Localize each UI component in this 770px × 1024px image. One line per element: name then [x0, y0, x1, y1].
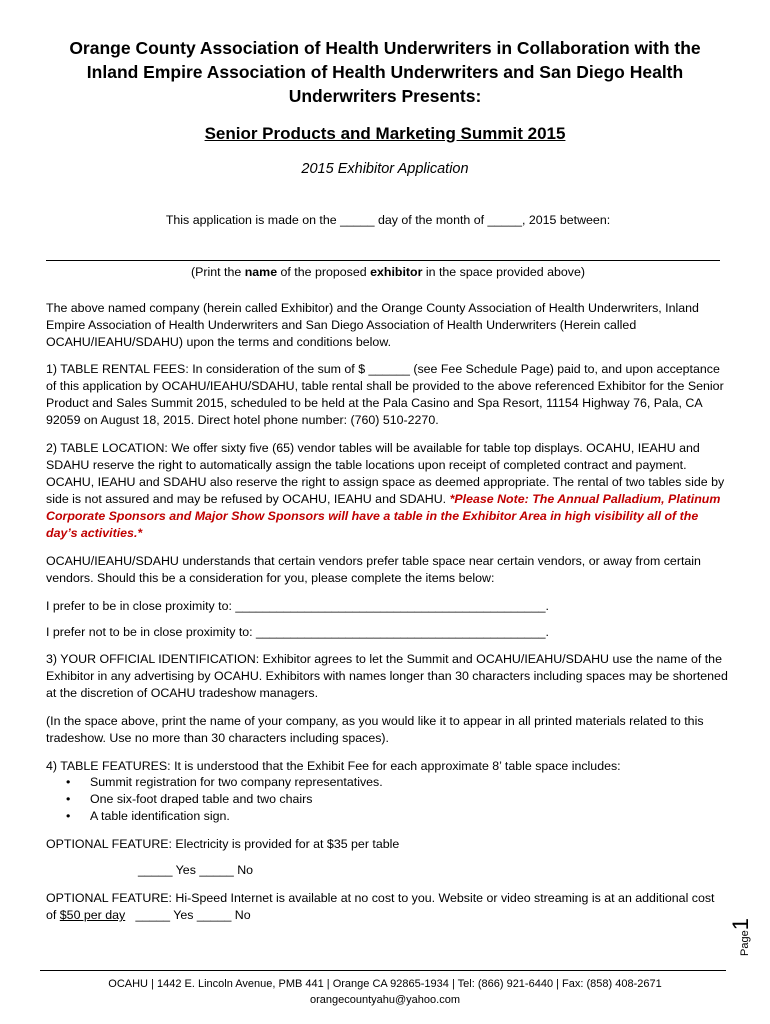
footer-address: OCAHU | 1442 E. Lincoln Avenue, PMB 441 | Orange CA 92865-1934 | Tel: (866) 921-6440 | Fax: (858) 408-2671 [108, 978, 662, 990]
list-item: • A table identification sign. [62, 808, 383, 825]
list-item: • One six-foot draped table and two chairs [62, 791, 383, 808]
form-title: 2015 Exhibitor Application [301, 161, 469, 177]
parties-paragraph: The above named company (herein called Exhibitor) and the Orange County Association of Health Underwriters, Inland Empire Association of Health Underwriters and San Diego Association of Health Underwriters (Herein called OCAHU/IEAHU/SDAHU) upon the terms and conditions below. [46, 301, 699, 349]
page-number: Page1 [728, 918, 753, 956]
print-name-instruction: (Print the name of the proposed exhibitor in the space provided above) [191, 265, 585, 279]
electricity-yes-no[interactable]: _____ Yes _____ No [138, 863, 254, 877]
features-list [62, 774, 383, 825]
prefer-not-close-field[interactable]: I prefer not to be in close proximity to: __________________________________________. [46, 625, 549, 639]
event-title: Senior Products and Marketing Summit 2015 [204, 124, 566, 143]
footer-email[interactable]: orangecountyahu@yahoo.com [310, 994, 460, 1006]
footer [40, 976, 730, 1008]
title-line-1: Orange County Association of Health Underwriters in Collaboration with the [69, 38, 701, 58]
internet-price: $50 per day [59, 908, 126, 922]
footer-divider [40, 970, 726, 971]
title-line-2: Inland Empire Association of Health Underwriters and San Diego Health [86, 62, 684, 82]
sponsor-note: *Please Note: The Annual Palladium, Platinum Corporate Sponsors and Major Show Sponsors will have a table in the Exhibitor Area in high visibility all of the day’s activities.* [46, 492, 721, 540]
section-table-rental-fees: 1) TABLE RENTAL FEES: In consideration of the sum of $ ______ (see Fee Schedule Page) paid to, and upon acceptance of this application by OCAHU/IEAHU/SDAHU, table rental shall be provided to the above referenced Exhibitor for the Senior Product and Sales Summit 2015, scheduled to be held at the Pala Casino and Spa Resort, 11154 Highway 76, Pala, CA 92059 on August 18, 2015. Direct hotel phone number: (760) 510-2270. [46, 362, 724, 427]
proximity-intro: OCAHU/IEAHU/SDAHU understands that certain vendors prefer table space near certain vendors, or away from certain vendors. Should this be a consideration for you, please complete the items below: [46, 554, 701, 585]
electricity-option: OPTIONAL FEATURE: Electricity is provided for at $35 per table [46, 837, 400, 851]
prefer-close-field[interactable]: I prefer to be in close proximity to: _____________________________________________. [46, 599, 549, 613]
title-line-3: Underwriters Presents: [288, 86, 482, 106]
section-table-features: 4) TABLE FEATURES: It is understood that the Exhibit Fee for each approximate 8’ table space includes: [46, 759, 621, 773]
internet-yes-no[interactable]: _____ Yes _____ No [125, 908, 251, 922]
list-item: • Summit registration for two company representatives. [62, 774, 383, 791]
exhibitor-name-line[interactable] [46, 260, 720, 261]
internet-price-line: of $50 per day _____ Yes _____ No [46, 908, 251, 922]
application-date-line: This application is made on the _____ day of the month of _____, 2015 between: [165, 213, 611, 227]
section-official-identification: 3) YOUR OFFICIAL IDENTIFICATION: Exhibitor agrees to let the Summit and OCAHU/IEAHU/SDAHU use the name of the Exhibitor in any advertising by OCAHU. Exhibitors with names longer than 30 characters including spaces may be shortened at the discretion of OCAHU tradeshow managers. [46, 652, 728, 700]
identification-note: (In the space above, print the name of your company, as you would like it to appear in all printed materials related to this tradeshow. Use no more than 30 characters including spaces). [46, 714, 704, 745]
section-table-location: 2) TABLE LOCATION: We offer sixty five (65) vendor tables will be available for table top displays. OCAHU, IEAHU and SDAHU reserve the right to automatically assign the table locations upon receipt of completed contract and payment. OCAHU, IEAHU and SDAHU also reserve the right to assign space as deemed appropriate. The rental of two tables side by side is not assured and may be refused by OCAHU, IEAHU and SDAHU. *Please Note: The Annual Palladium, Platinum Corporate Sponsors and Major Show Sponsors will have a table in the Exhibitor Area in high visibility all of the day’s activities.* [46, 441, 725, 540]
internet-option: OPTIONAL FEATURE: Hi-Speed Internet is available at no cost to you. Website or video streaming is at an additional cost [46, 891, 715, 905]
page-title [40, 36, 730, 108]
